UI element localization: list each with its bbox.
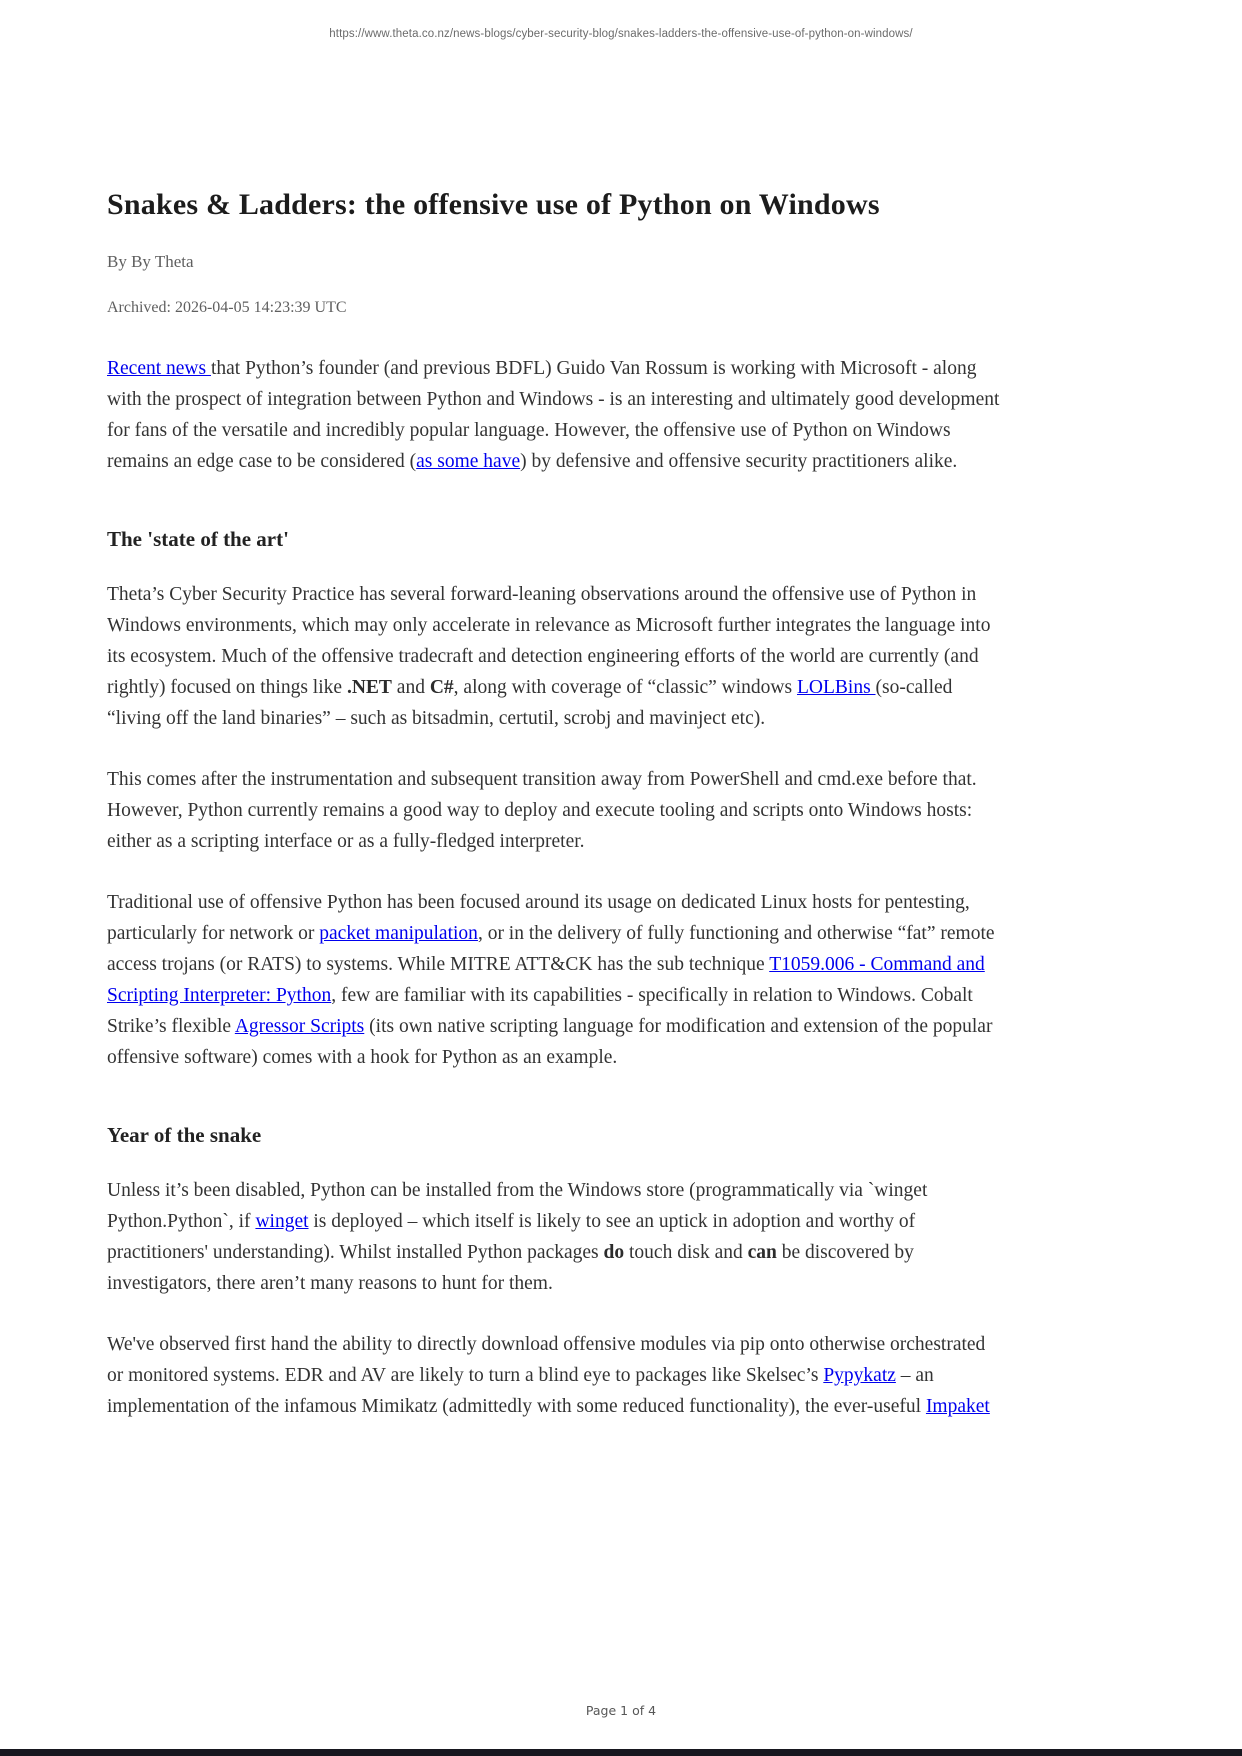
bottom-edge-bar — [0, 1749, 1242, 1756]
inline-link[interactable]: as some have — [416, 451, 521, 472]
text-run: Theta’s Cyber Security Practice has several forward-leaning observations around the offensive use of Python in Windows environments, which may only accelerate in relevance as Microsoft further integrates the language into its ecosystem. Much of the offensive tradecraft and detection engineering efforts of the world are currently (and rightly) focused on things like — [107, 584, 991, 698]
inline-link[interactable]: Pypykatz — [823, 1365, 896, 1386]
text-run: , along with coverage of “classic” windows — [453, 677, 797, 698]
text-run: This comes after the instrumentation and subsequent transition away from PowerShell and cmd.exe before that. However, Python currently remains a good way to deploy and execute tooling and scripts onto Windows hosts: either as a scripting interface or as a fully-fledged interpreter. — [107, 769, 977, 852]
section-heading: The 'state of the art' — [107, 527, 289, 551]
text-run: Traditional use of offensive Python has been focused around its usage on dedicated Linux hosts for pentesting, particularly for network or — [107, 892, 970, 944]
byline: By By Theta — [107, 252, 194, 271]
text-run: be discovered by investigators, there aren’t many reasons to hunt for them. — [107, 1242, 914, 1294]
page-indicator: Page 1 of 4 — [585, 1703, 657, 1718]
section-heading: Year of the snake — [107, 1123, 262, 1147]
inline-link[interactable]: packet manipulation — [319, 923, 478, 944]
article — [107, 188, 1004, 1452]
paragraph — [107, 1329, 1004, 1422]
bold-text: can — [747, 1242, 777, 1263]
archived-page-url: https://www.theta.co.nz/news-blogs/cyber-security-blog/snakes-ladders-the-offensive-use-of-python-on-windows/ — [329, 28, 913, 40]
text-run: , or in the delivery of fully functioning and otherwise “fat” remote access trojans (or RATS) to systems. While MITRE ATT&CK has the sub technique — [107, 923, 995, 975]
text-run: – an implementation of the infamous Mimikatz (admittedly with some reduced functionality), the ever-useful — [107, 1365, 934, 1417]
bold-text: do — [603, 1242, 625, 1263]
paragraph — [107, 579, 1004, 734]
paragraph — [107, 887, 1004, 1073]
paragraph — [107, 764, 1004, 857]
text-run: We've observed first hand the ability to directly download offensive modules via pip onto otherwise orchestrated or monitored systems. EDR and AV are likely to turn a blind eye to packages like Skelsec’s — [107, 1334, 986, 1386]
inline-link[interactable]: Impaket — [925, 1396, 990, 1417]
inline-link[interactable]: LOLBins — [796, 677, 876, 698]
inline-link[interactable]: T1059.006 - Command and Scripting Interpreter: Python — [107, 954, 985, 1006]
text-run: that Python’s founder (and previous BDFL) Guido Van Rossum is working with Microsoft - along with the prospect of integration between Python and Windows - is an interesting and ultimately good development for fans of the versatile and incredibly popular language. However, the offensive use of Python on Windows remains an edge case to be considered ( — [107, 358, 1000, 472]
inline-link[interactable]: Agressor Scripts — [234, 1016, 365, 1037]
bold-text: .NET — [346, 677, 392, 698]
text-run: touch disk and — [624, 1242, 748, 1263]
text-run: Unless it’s been disabled, Python can be installed from the Windows store (programmatically via `winget Python.Python`, if — [107, 1180, 928, 1232]
text-run: is deployed – which itself is likely to see an uptick in adoption and worthy of practitioners' understanding). Whilst installed Python packages — [107, 1211, 916, 1263]
text-run: , few are familiar with its capabilities - specifically in relation to Windows. Cobalt Strike’s flexible — [107, 985, 973, 1037]
archived-timestamp: Archived: 2026-04-05 14:23:39 UTC — [107, 299, 347, 316]
text-run: (its own native scripting language for modification and extension of the popular offensive software) comes with a hook for Python as an example. — [107, 1016, 993, 1068]
paragraph — [107, 353, 1004, 477]
text-run: and — [391, 677, 430, 698]
page-title: Snakes & Ladders: the offensive use of Python on Windows — [107, 188, 880, 221]
inline-link[interactable]: Recent news — [107, 358, 211, 379]
bold-text: C# — [429, 677, 454, 698]
text-run: (so-called “living off the land binaries” – such as bitsadmin, certutil, scrobj and mavinject etc). — [107, 677, 953, 729]
text-run: ) by defensive and offensive security practitioners alike. — [520, 451, 958, 472]
paragraph — [107, 1175, 1004, 1299]
article-body — [107, 353, 1004, 1422]
inline-link[interactable]: winget — [255, 1211, 309, 1232]
